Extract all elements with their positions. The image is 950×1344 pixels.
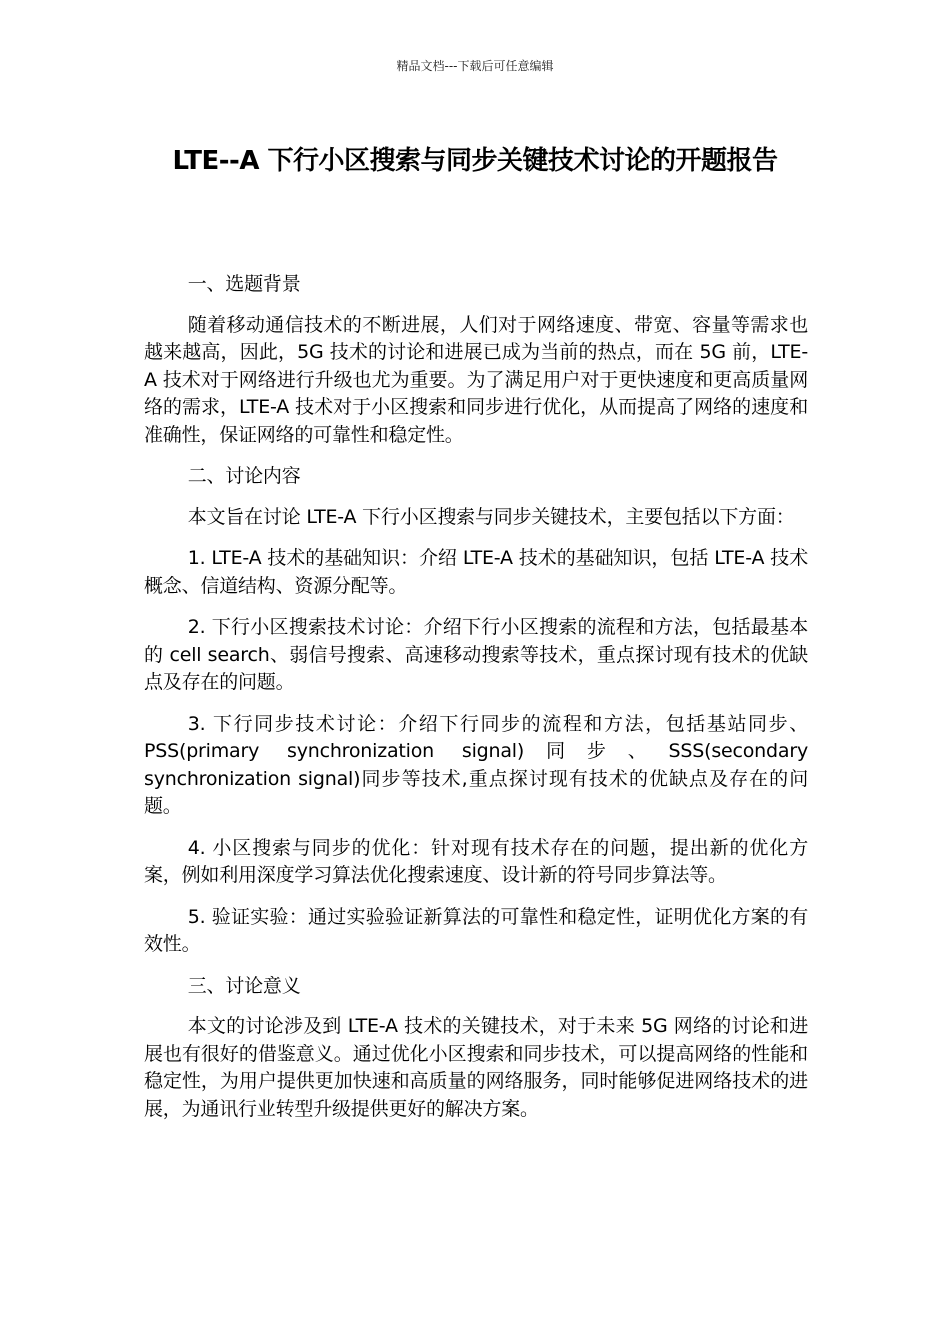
section-heading-significance: 三、讨论意义 <box>187 974 301 997</box>
section-heading-content: 二、讨论内容 <box>187 465 301 487</box>
content-item-2: 2. 下行小区搜索技术讨论：介绍下行小区搜索的流程和方法，包括最基本的 cell search、弱信号搜索、高速移动搜索等技术，重点探讨现有技术的优缺点及存在的问题。 <box>144 616 808 693</box>
document-title: LTE--A 下行小区搜索与同步关键技术讨论的开题报告 <box>172 146 778 176</box>
content-item-1: 1. LTE-A 技术的基础知识：介绍 LTE-A 技术的基础知识，包括 LTE-A 技术概念、信道结构、资源分配等。 <box>144 547 808 597</box>
header-note: 精品文档---下载后可任意编辑 <box>396 59 554 73</box>
significance-paragraph: 本文的讨论涉及到 LTE-A 技术的关键技术，对于未来 5G 网络的讨论和进展也有很好的借鉴意义。通过优化小区搜索和同步技术，可以提高网络的性能和稳定性，为用户提供更加快速和高质量的网络服务，同时能够促进网络技术的进展，为通讯行业转型升级提供更好的解决方案。 <box>144 1015 808 1120</box>
content-item-3: 3. 下行同步技术讨论：介绍下行同步的流程和方法，包括基站同步、PSS(primary synchronization signal)同步、SSS(secondary synchronization signal)同步等技术,重点探讨现有技术的优缺点及存在的问题。 <box>144 712 808 817</box>
content-item-5: 5. 验证实验：通过实验验证新算法的可靠性和稳定性，证明优化方案的有效性。 <box>144 905 808 955</box>
content-intro-paragraph: 本文旨在讨论 LTE-A 下行小区搜索与同步关键技术，主要包括以下方面： <box>187 505 795 528</box>
background-paragraph: 随着移动通信技术的不断进展，人们对于网络速度、带宽、容量等需求也越来越高，因此，5G 技术的讨论和进展已成为当前的热点，而在 5G 前，LTE-A 技术对于网络进行升级也尤为重要。为了满足用户对于更快速度和更高质量网络的需求，LTE-A 技术对于小区搜索和同步进行优化，从而提高了网络的速度和准确性，保证网络的可靠性和稳定性。 <box>144 313 808 446</box>
section-heading-background: 一、选题背景 <box>187 273 301 295</box>
content-item-4: 4. 小区搜索与同步的优化：针对现有技术存在的问题，提出新的优化方案，例如利用深度学习算法优化搜索速度、设计新的符号同步算法等。 <box>144 836 808 886</box>
document-body <box>144 271 808 1137</box>
